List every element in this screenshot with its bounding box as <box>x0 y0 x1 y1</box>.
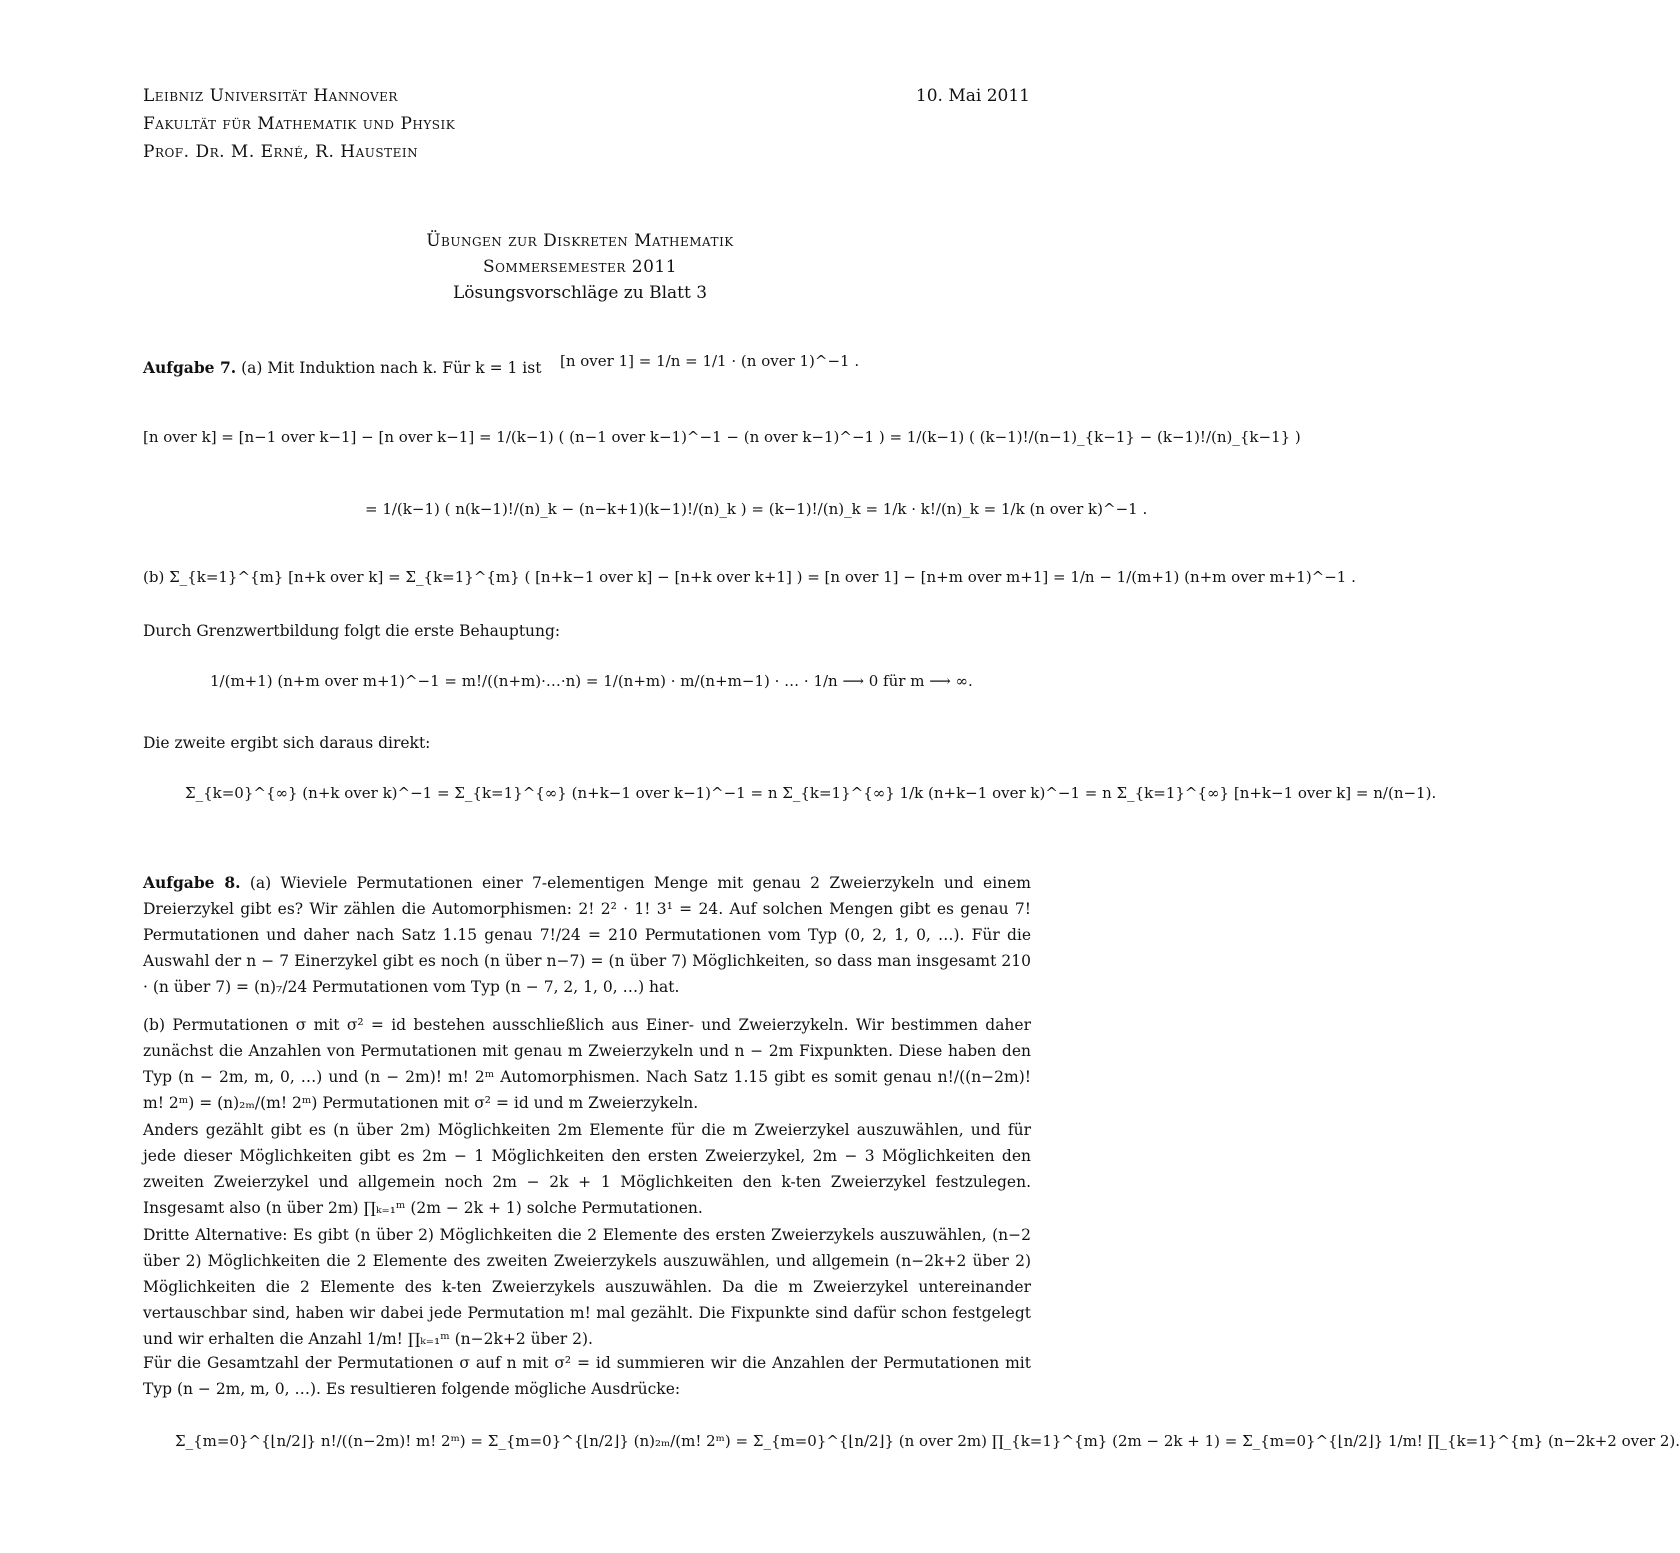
header-block <box>143 82 455 166</box>
a7-intro-text: (a) Mit Induktion nach k. Für k = 1 ist <box>241 359 542 377</box>
a7-eq-step2: = 1/(k−1) ( n(k−1)!/(n)_k − (n−k+1)(k−1)!/(n)_k ) = (k−1)!/(n)_k = 1/k · k!/(n)_k = 1/k (n over k)^−1 . <box>365 500 1148 518</box>
a8-p1-text: (a) Wieviele Permutationen einer 7-elementigen Menge mit genau 2 Zweierzykeln und einem Dreierzykel gibt es? Wir zählen die Automorphismen: 2! 2² · 1! 3¹ = 24. Auf solchen Mengen gibt es genau 7! Permutationen und daher nach Satz 1.15 genau 7!/24 = 210 Permutationen vom Typ (0, 2, 1, 0, …). Für die Auswahl der n − 7 Einerzykel gibt es noch (n über n−7) = (n über 7) Möglichkeiten, so dass man insgesamt 210 · (n über 7) = (n)₇/24 Permutationen vom Typ (n − 7, 2, 1, 0, …) hat. <box>143 874 1032 996</box>
a7-eq-b: (b) Σ_{k=1}^{m} [n+k over k] = Σ_{k=1}^{m} ( [n+k−1 over k] − [n+k over k+1] ) = [n over 1] − [n+m over m+1] = 1/n − 1/(m+1) (n+m over m+1)^−1 . <box>143 568 1356 586</box>
sheet-title: Lösungsvorschläge zu Blatt 3 <box>452 283 708 303</box>
authors: Prof. Dr. M. Erné, R. Haustein <box>143 142 419 162</box>
a8-label: Aufgabe 8. <box>143 873 241 892</box>
course-title: Übungen zur Diskreten Mathematik <box>426 231 734 251</box>
a8-eq-final: Σ_{m=0}^{⌊n/2⌋} n!/((n−2m)! m! 2ᵐ) = Σ_{m=0}^{⌊n/2⌋} (n)₂ₘ/(m! 2ᵐ) = Σ_{m=0}^{⌊n/2⌋} (n over 2m) ∏_{k=1}^{m} (2m − 2k + 1) = Σ_{m=0}^{⌊n/2⌋} 1/m! ∏_{k=1}^{m} (n−2k+2 over 2). <box>175 1432 1680 1450</box>
date: 10. Mai 2011 <box>915 86 1030 106</box>
a8-p2: (b) Permutationen σ mit σ² = id bestehen ausschließlich aus Einer- und Zweierzykeln. Wir bestimmen daher zunächst die Anzahlen von Permutationen mit genau m Zweierzykeln und n − 2m Fixpunkten. Diese haben den Typ (n − 2m, m, 0, …) und (n − 2m)! m! 2ᵐ Automorphismen. Nach Satz 1.15 gibt es somit genau n!/((n−2m)! m! 2ᵐ) = (n)₂ₘ/(m! 2ᵐ) Permutationen mit σ² = id und m Zweierzykeln. <box>143 1016 1031 1112</box>
a7-second-text: Die zweite ergibt sich daraus direkt: <box>143 734 431 752</box>
semester: Sommersemester 2011 <box>482 257 678 277</box>
faculty-name: Fakultät für Mathematik und Physik <box>143 114 456 134</box>
a7-eq-step1: [n over k] = [n−1 over k−1] − [n over k−1] = 1/(k−1) ( (n−1 over k−1)^−1 − (n over k−1)^−1 ) = 1/(k−1) ( (k−1)!/(n−1)_{k−1} − (k−1)!/(n)_{k−1} ) <box>143 428 1301 446</box>
a7-limit-text: Durch Grenzwertbildung folgt die erste Behauptung: <box>143 622 561 640</box>
a8-p5: Für die Gesamtzahl der Permutationen σ auf n mit σ² = id summieren wir die Anzahlen der Permutationen mit Typ (n − 2m, m, 0, …). Es resultieren folgende mögliche Ausdrücke: <box>143 1354 1031 1398</box>
a7-eq-base: [n over 1] = 1/n = 1/1 · (n over 1)^−1 . <box>560 352 860 370</box>
a7-eq-second: Σ_{k=0}^{∞} (n+k over k)^−1 = Σ_{k=1}^{∞} (n+k−1 over k−1)^−1 = n Σ_{k=1}^{∞} 1/k (n+k−1 over k)^−1 = n Σ_{k=1}^{∞} [n+k−1 over k] = n/(n−1). <box>185 784 1437 802</box>
a7-label: Aufgabe 7. <box>143 358 237 377</box>
a8-p4: Dritte Alternative: Es gibt (n über 2) Möglichkeiten die 2 Elemente des ersten Zweierzykels auszuwählen, (n−2 über 2) Möglichkeiten die 2 Elemente des zweiten Zweierzykels auszuwählen, und allgemein (n−2k+2 über 2) Möglichkeiten die 2 Elemente des k-ten Zweierzykels auszuwählen. Da die m Zweierzykel untereinander vertauschbar sind, haben wir dabei jede Permutation m! mal gezählt. Die Fixpunkte sind dafür schon festgelegt und wir erhalten die Anzahl 1/m! ∏ₖ₌₁ᵐ (n−2k+2 über 2). <box>143 1226 1031 1348</box>
a7-eq-limit: 1/(m+1) (n+m over m+1)^−1 = m!/((n+m)·…·n) = 1/(n+m) · m/(n+m−1) · … · 1/n ⟶ 0 für m ⟶ ∞. <box>210 672 973 690</box>
a8-p3: Anders gezählt gibt es (n über 2m) Möglichkeiten 2m Elemente für die m Zweierzykel auszuwählen, und für jede dieser Möglichkeiten gibt es 2m − 1 Möglichkeiten den ersten Zweierzykel, 2m − 3 Möglichkeiten den zweiten Zweierzykel und allgemein noch 2m − 2k + 1 Möglichkeiten den k-ten Zweierzykel festzulegen. Insgesamt also (n über 2m) ∏ₖ₌₁ᵐ (2m − 2k + 1) solche Permutationen. <box>143 1121 1031 1217</box>
university-name: Leibniz Universität Hannover <box>143 86 398 106</box>
title-block <box>0 228 1160 306</box>
a8-p1 <box>143 870 1031 1000</box>
